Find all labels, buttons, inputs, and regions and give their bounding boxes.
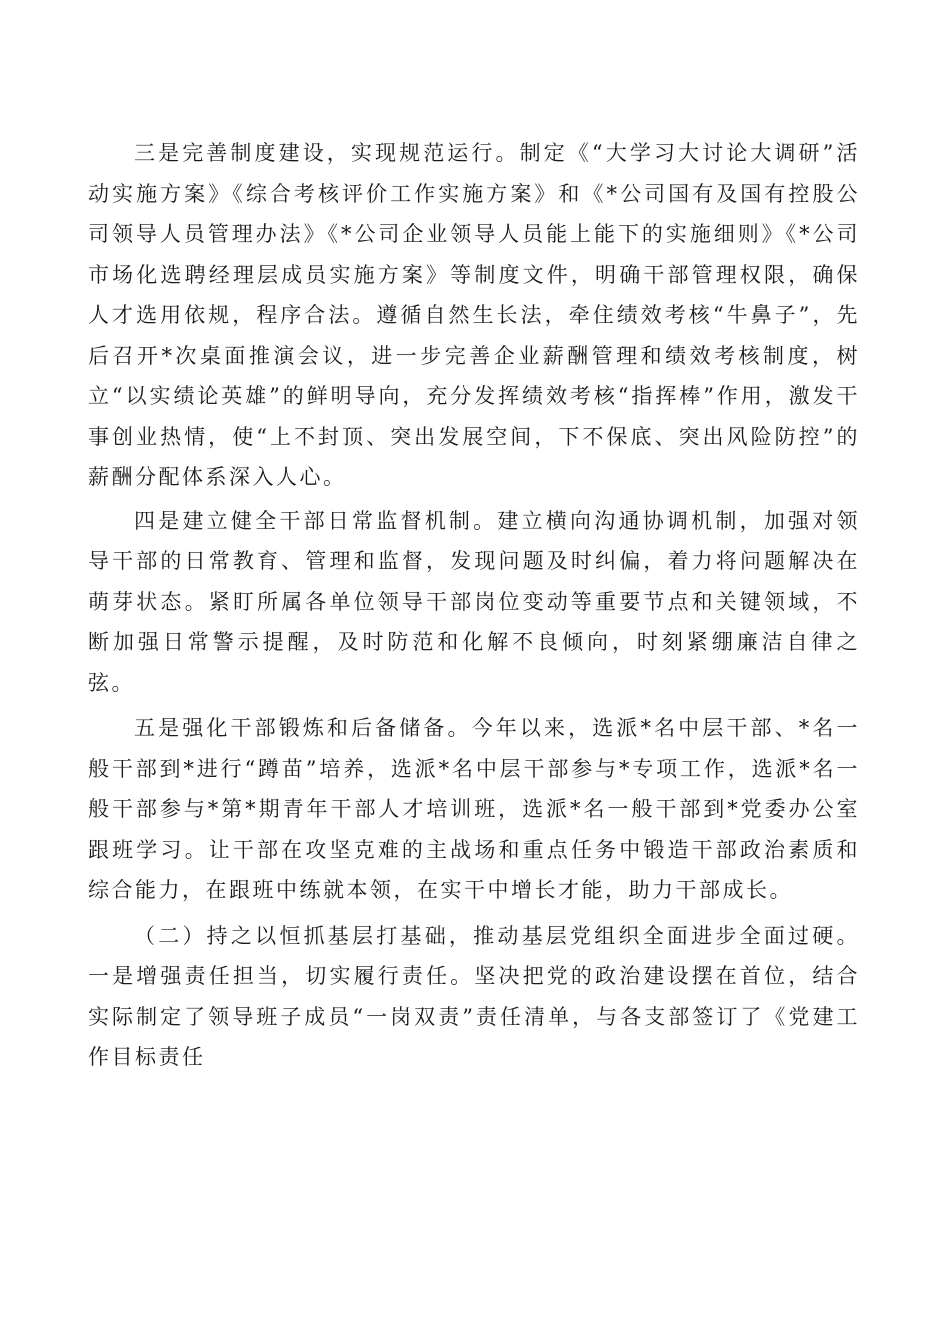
paragraph-grassroots-party-building: （二）持之以恒抓基层打基础，推动基层党组织全面进步全面过硬。一是增强责任担当，切实履行责任。坚决把党的政治建设摆在首位，结合实际制定了领导班子成员“一岗双责”责任清单，与各支部签订了《党建工作目标责任 — [88, 923, 860, 1069]
paragraph-institution-building: 三是完善制度建设，实现规范运行。制定《“大学习大讨论大调研”活动实施方案》《综合考核评价工作实施方案》和《*公司国有及国有控股公司领导人员管理办法》《*公司企业领导人员能上能下的实施细则》《*公司市场化选聘经理层成员实施方案》等制度文件，明确干部管理权限，确保人才选用依规，程序合法。遵循自然生长法，牵住绩效考核“牛鼻子”，先后召开*次桌面推演会议，进一步完善企业薪酬管理和绩效考核制度，树立“以实绩论英雄”的鲜明导向，充分发挥绩效考核“指挥棒”作用，激发干事创业热情，使“上不封顶、突出发展空间，下不保底、突出风险防控”的薪酬分配体系深入人心。 — [88, 141, 860, 489]
paragraph-cadre-training: 五是强化干部锻炼和后备储备。今年以来，选派*名中层干部、*名一般干部到*进行“蹲苗”培养，选派*名中层干部参与*专项工作，选派*名一般干部参与*第*期青年干部人才培训班，选派*名一般干部到*党委办公室跟班学习。让干部在攻坚克难的主战场和重点任务中锻造干部政治素质和综合能力，在跟班中练就本领，在实干中增长才能，助力干部成长。 — [88, 716, 860, 902]
document-body — [88, 133, 860, 1078]
paragraph-supervision-mechanism: 四是建立健全干部日常监督机制。建立横向沟通协调机制，加强对领导干部的日常教育、管理和监督，发现问题及时纠偏，着力将问题解决在萌芽状态。紧盯所属各单位领导干部岗位变动等重要节点和关键领域，不断加强日常警示提醒，及时防范和化解不良倾向，时刻紧绷廉洁自律之弦。 — [88, 508, 860, 695]
